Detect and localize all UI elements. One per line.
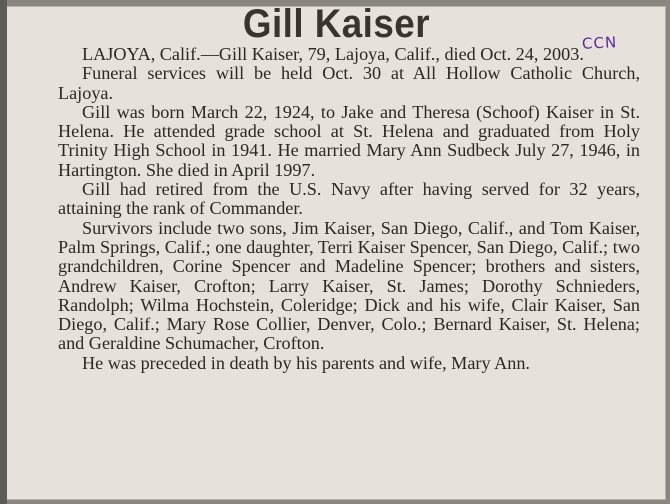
obituary-body [58,45,640,373]
paragraph-preceded: He was preceded in death by his parents and wife, Mary Ann. [82,352,530,373]
paragraph-survivors: Survivors include two sons, Jim Kaiser, San Diego, Calif., and Tom Kaiser, Palm Springs, Calif.; one daughter, Terri Kaiser Spencer, San Diego, Calif.; two grandchildren, Corine Spencer and Madeline Spencer; brothers and sisters, Andrew Kaiser, Crofton; Larry Kaiser, St. James; Dorothy Schnieders, Randolph; Wilma Hochstein, Coleridge; Dick and his wife, Clair Kaiser, San Diego, Calif.; Mary Rose Collier, Denver, Colo.; Bernard Kaiser, St. Helena; and Geraldine Schumacher, Crofton. [58,217,640,354]
paragraph-funeral: Funeral services will be held Oct. 30 at All Hollow Catholic Church, Lajoya. [58,63,640,103]
paragraph-biography: Gill was born March 22, 1924, to Jake and Theresa (Schoof) Kaiser in St. Helena. He attended grade school at St. Helena and graduated from Holy Trinity High School in 1941. He married Mary Ann Sudbeck July 27, 1946, in Hartington. She died in April 1997. [58,101,640,180]
handwritten-annotation: CCN [581,33,618,53]
scan-edge [0,0,7,504]
obituary-title: Gill Kaiser [242,2,430,46]
paragraph-navy-service: Gill had retired from the U.S. Navy after having served for 32 years, attaining the rank of Commander. [58,179,640,219]
paragraph-death-notice: LAJOYA, Calif.—Gill Kaiser, 79, Lajoya, Calif., died Oct. 24, 2003. [82,44,584,64]
